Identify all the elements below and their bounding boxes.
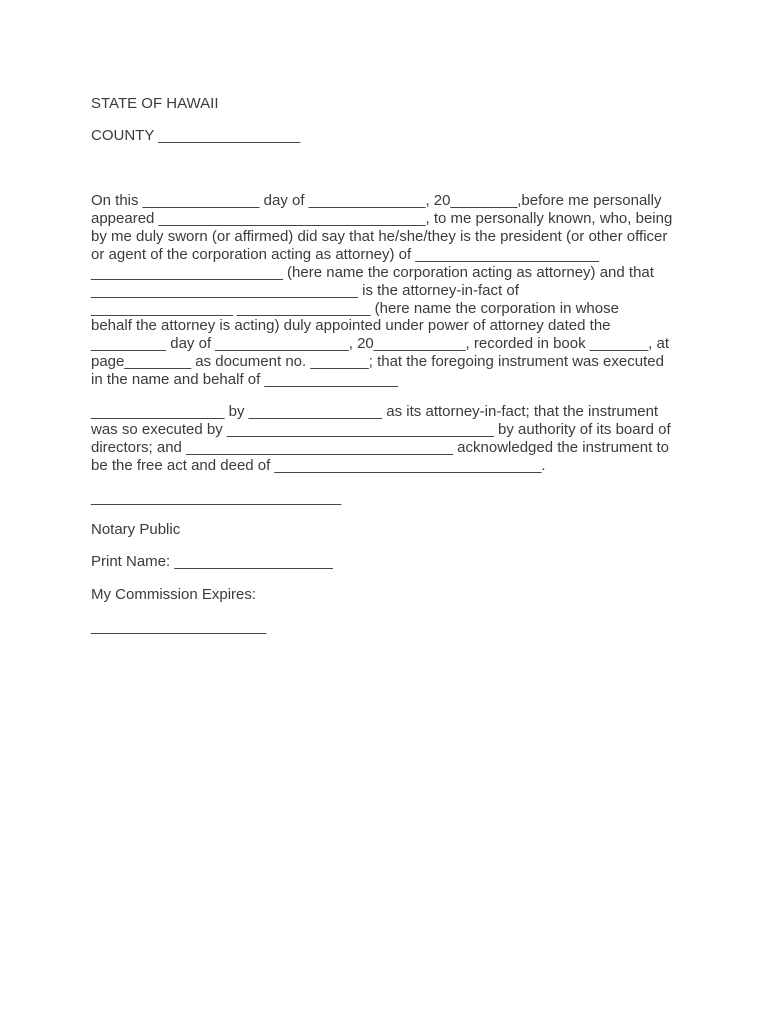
paragraph-line: was so executed by ________________________________ by authority of its board of (91, 421, 671, 438)
county-line: COUNTY _________________ (91, 127, 301, 144)
paragraph-line: in the name and behalf of ________________ (91, 371, 398, 388)
paragraph-line: ________________ by ________________ as its attorney-in-fact; that the instrument (91, 403, 659, 420)
paragraph-line: On this ______________ day of ______________, 20________,before me personally (91, 192, 662, 209)
paragraph-line: _________ day of ________________, 20___________, recorded in book _______, at (91, 335, 670, 352)
paragraph-line: behalf the attorney is acting) duly appointed under power of attorney dated the (91, 317, 611, 334)
paragraph-line: or agent of the corporation acting as attorney) of ______________________ (91, 246, 599, 263)
paragraph-line: page________ as document no. _______; that the foregoing instrument was executed (91, 353, 664, 370)
state-heading: STATE OF HAWAII (91, 95, 219, 112)
commission-expires-label: My Commission Expires: (91, 586, 257, 603)
paragraph-line: be the free act and deed of ________________________________. (91, 457, 546, 474)
signature-line: ______________________________ (91, 489, 342, 506)
commission-expiry-line: _____________________ (91, 618, 267, 635)
print-name-line: Print Name: ___________________ (91, 553, 333, 570)
paragraph-line: _______________________ (here name the corporation acting as attorney) and that (91, 264, 654, 281)
paragraph-line: directors; and ________________________________ acknowledged the instrument to (91, 439, 669, 456)
paragraph-line: _________________ ________________ (here name the corporation in whose (91, 300, 619, 317)
paragraph-line: by me duly sworn (or affirmed) did say that he/she/they is the president (or other officer (91, 228, 668, 245)
paragraph-line: appeared ________________________________, to me personally known, who, being (91, 210, 673, 227)
paragraph-line: ________________________________ is the attorney-in-fact of (91, 282, 519, 299)
notary-public-label: Notary Public (91, 521, 181, 538)
